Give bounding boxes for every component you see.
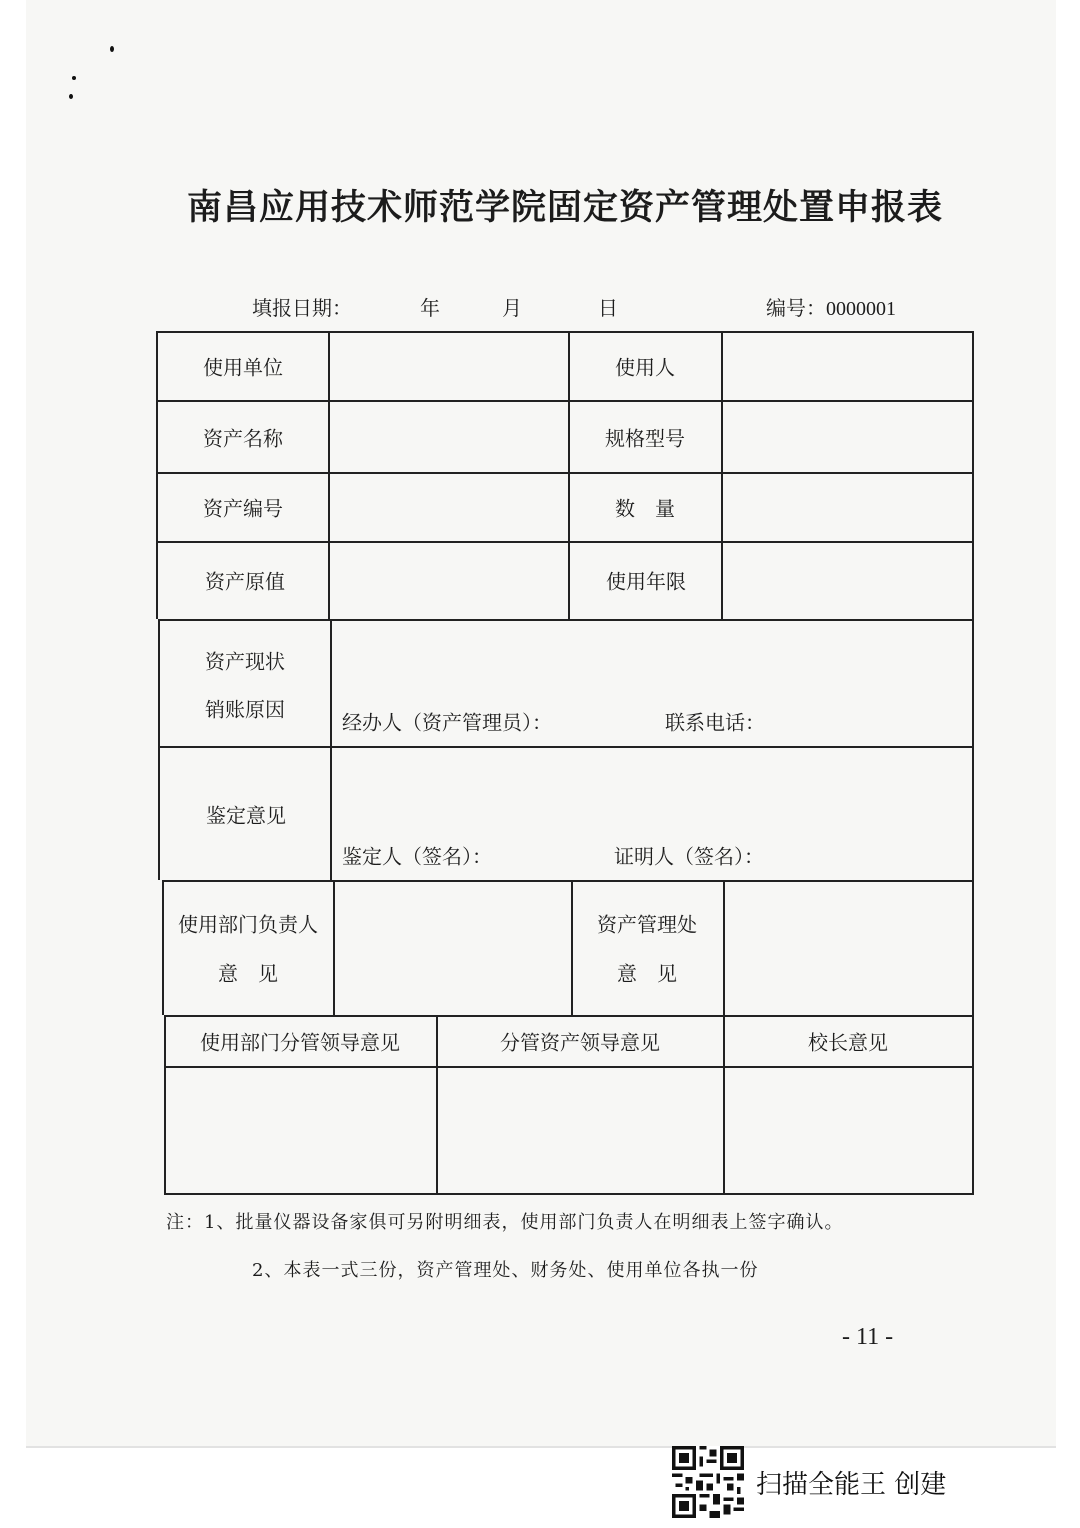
serial-number [766, 292, 896, 321]
label-appraisal: 鉴定意见 [206, 803, 286, 828]
qr-code-icon [672, 1446, 744, 1518]
label-writeoff-reason: 销账原因 [205, 697, 285, 722]
label-dept-head-opinion: 意 见 [218, 961, 278, 986]
label-asset-office: 资产管理处 [597, 912, 697, 937]
label-user: 使用人 [615, 355, 675, 380]
date-year: 年 [420, 296, 440, 320]
label-witness: 证明人（签名）： [614, 844, 764, 869]
label-original-value: 资产原值 [205, 569, 285, 594]
serial-value: 0000001 [826, 298, 896, 320]
scan-speck [72, 76, 76, 80]
label-asset-name: 资产名称 [203, 426, 283, 451]
date-month: 月 [502, 296, 522, 320]
label-quantity: 数 量 [615, 496, 675, 521]
label-asset-number: 资产编号 [203, 496, 283, 521]
page-number: - 11 - [842, 1324, 894, 1350]
label-service-life: 使用年限 [606, 569, 686, 594]
date-day: 日 [598, 296, 618, 320]
date-label: 填报日期： [252, 296, 352, 320]
scan-speck [110, 46, 114, 52]
scanner-brand: 扫描全能王 创建 [756, 1470, 947, 1500]
label-dept-head: 使用部门负责人 [178, 912, 318, 937]
label-handler: 经办人（资产管理员）： [342, 710, 552, 735]
scan-speck [69, 94, 73, 99]
label-president-opinion: 校长意见 [808, 1030, 888, 1055]
form-title: 南昌应用技术师范学院固定资产管理处置申报表 [186, 188, 943, 228]
label-phone: 联系电话： [665, 710, 765, 735]
label-asset-leader-opinion: 分管资产领导意见 [500, 1030, 660, 1055]
note-line-1: 注：1、批量仪器设备家俱可另附明细表，使用部门负责人在明细表上签字确认。 [166, 1212, 844, 1233]
label-asset-status: 资产现状 [205, 649, 285, 674]
label-spec-model: 规格型号 [605, 426, 685, 451]
label-dept-leader-opinion: 使用部门分管领导意见 [200, 1030, 400, 1055]
serial-label: 编号： [766, 296, 826, 320]
paper-edge [26, 1446, 1056, 1448]
label-user-unit: 使用单位 [203, 355, 283, 380]
label-asset-office-opinion: 意 见 [617, 961, 677, 986]
label-appraiser: 鉴定人（签名）： [342, 844, 492, 869]
note-line-2: 2、本表一式三份，资产管理处、财务处、使用单位各执一份 [252, 1260, 759, 1281]
